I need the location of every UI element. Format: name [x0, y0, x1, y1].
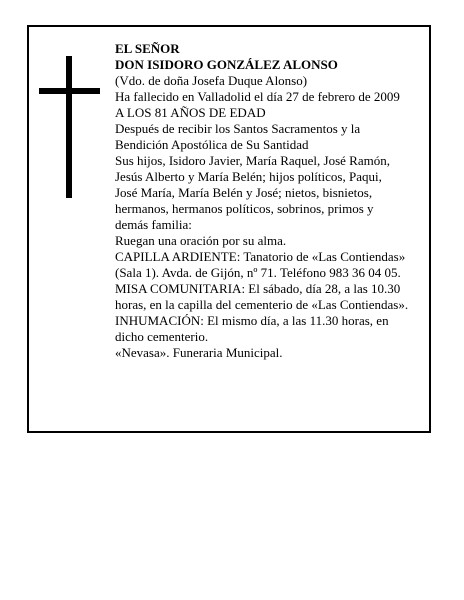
age-line: A LOS 81 AÑOS DE EDAD — [115, 105, 266, 120]
notice-title: EL SEÑOR — [115, 41, 180, 56]
family-line: hermanos, hermanos políticos, sobrinos, primos y — [115, 201, 374, 216]
sacraments-line: Bendición Apostólica de Su Santidad — [115, 137, 309, 152]
cross-vertical-bar — [66, 56, 72, 198]
burial-line: INHUMACIÓN: El mismo día, a las 11.30 horas, en — [115, 313, 389, 328]
obituary-notice — [27, 25, 431, 433]
family-line: José María, María Belén y José; nietos, bisnietos, — [115, 185, 373, 200]
deceased-name: DON ISIDORO GONZÁLEZ ALONSO — [115, 57, 338, 72]
mass-line: MISA COMUNITARIA: El sábado, día 28, a las 10.30 — [115, 281, 401, 296]
funeral-home-line: «Nevasa». Funeraria Municipal. — [115, 345, 283, 360]
prayer-line: Ruegan una oración por su alma. — [115, 233, 287, 248]
family-line: Jesús Alberto y María Belén; hijos políticos, Paqui, — [115, 169, 382, 184]
chapel-line: CAPILLA ARDIENTE: Tanatorio de «Las Contiendas» — [115, 249, 406, 264]
family-line: demás familia: — [115, 217, 192, 232]
notice-text — [115, 41, 427, 361]
chapel-line: (Sala 1). Avda. de Gijón, nº 71. Teléfono 983 36 04 05. — [115, 265, 401, 280]
burial-line: dicho cementerio. — [115, 329, 209, 344]
family-line: Sus hijos, Isidoro Javier, María Raquel, José Ramón, — [115, 153, 390, 168]
cross-horizontal-bar — [39, 88, 100, 94]
sacraments-line: Después de recibir los Santos Sacramentos y la — [115, 121, 361, 136]
death-line: Ha fallecido en Valladolid el día 27 de febrero de 2009 — [115, 89, 400, 104]
widow-of-line: (Vdo. de doña Josefa Duque Alonso) — [115, 73, 308, 88]
mass-line: horas, en la capilla del cementerio de «Las Contiendas». — [115, 297, 409, 312]
